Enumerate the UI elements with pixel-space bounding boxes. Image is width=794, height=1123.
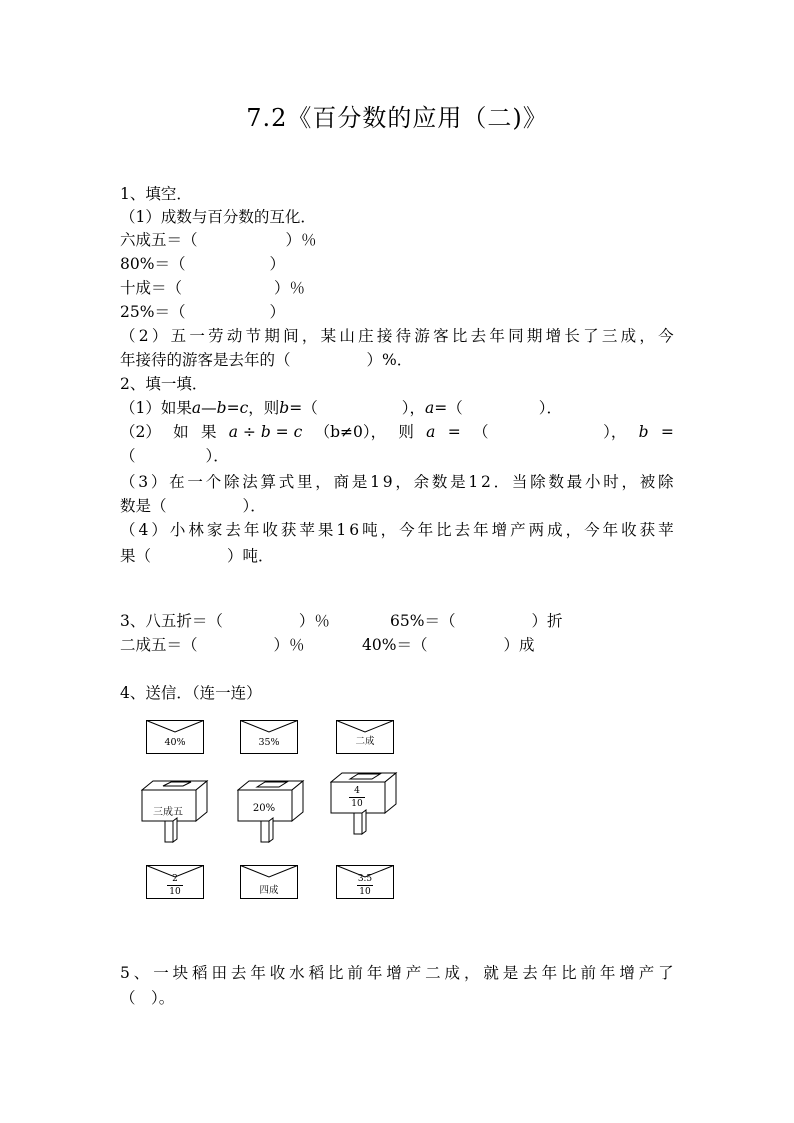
text-char: 年 (243, 521, 260, 539)
envelope-1-label: 40% (164, 737, 186, 748)
text-char: （ (120, 521, 136, 539)
text-char: 式 (278, 473, 295, 491)
text-char: 除 (223, 473, 240, 491)
text-char: 商 (333, 473, 350, 491)
text-char: 家 (206, 521, 223, 539)
text-char: ） (151, 327, 168, 345)
text-char: 3 (138, 473, 149, 491)
text-char: 5 (120, 964, 130, 982)
q1-line4-pre: 25%＝（ (120, 303, 186, 321)
text-char: 五 (170, 327, 187, 345)
text-char: 一 (187, 473, 203, 491)
text-char: 比 (328, 964, 344, 982)
mailbox-3[interactable] (330, 772, 400, 836)
q3-l1b-post: ）折 (531, 612, 563, 630)
q2-s1-close1: ）， (401, 399, 425, 417)
text-char: 了 (583, 327, 599, 345)
text-char: 田 (211, 964, 227, 982)
text-char: 去 (470, 327, 487, 345)
q2-s2-eq2: = (660, 423, 674, 441)
fraction-bar (357, 885, 373, 886)
fraction-denominator: 10 (169, 887, 181, 897)
text-char: 去 (230, 964, 247, 982)
text-char: 节 (245, 327, 262, 345)
text-char: 年 (250, 964, 266, 982)
text-char: 里 (297, 473, 313, 491)
text-char: ） (150, 473, 167, 491)
q2-s1-var-c: c (239, 399, 249, 417)
q2-sub4-line1 (120, 519, 674, 541)
text-char: ， (463, 964, 480, 982)
text-char: 、 (133, 964, 150, 982)
q2-s1-var-a2: a (424, 399, 435, 417)
q5-line1 (120, 962, 674, 984)
text-char: 年 (473, 521, 489, 539)
text-char: 2 (481, 473, 491, 491)
text-char: 成 (620, 327, 637, 345)
q3-l1a-post: ）％ (298, 612, 330, 630)
text-char: 收 (262, 521, 278, 539)
text-char: 期 (264, 327, 280, 345)
text-char: ， (301, 327, 318, 345)
text-char: 是 (450, 473, 466, 491)
text-char: （ (120, 327, 136, 345)
q2-sub2-line1 (120, 421, 674, 443)
q2-s4-line2-pre: 果（ (120, 547, 152, 565)
text-char: 二 (425, 964, 441, 982)
q1-line2 (120, 253, 285, 275)
q2-s1-close2: ）． (538, 399, 562, 417)
q2-s2-open: （ (472, 423, 489, 441)
text-char: 增 (619, 964, 635, 982)
fraction-denominator: 10 (351, 799, 363, 809)
fraction-numerator: 2 (172, 874, 178, 884)
fraction-denominator: 10 (359, 887, 371, 897)
q2-s2-var-a: a (426, 423, 436, 441)
text-char: 一 (153, 964, 169, 982)
text-char: 今 (584, 521, 600, 539)
text-char: ） (151, 521, 167, 539)
text-char: 4 (138, 521, 149, 539)
text-char: ， (315, 473, 331, 491)
text-char: 果 (317, 521, 334, 539)
text-char: 6 (349, 521, 360, 539)
text-char: 苹 (299, 521, 315, 539)
text-char: 年 (541, 964, 558, 982)
envelope-2-label: 35% (258, 737, 280, 748)
text-char: 收 (269, 964, 286, 982)
text-char: 两 (528, 521, 545, 539)
text-char: 增 (386, 964, 402, 982)
text-char: 成 (444, 964, 461, 982)
q5-line2: （ ）。 (120, 989, 175, 1007)
fraction-bar (349, 797, 365, 798)
text-char: 比 (451, 327, 468, 345)
page-title: 7.2《百分数的应用（二)》 (246, 104, 548, 132)
q2-s2-line2-close: ）． (205, 447, 229, 465)
q2-blank-3[interactable] (501, 421, 591, 443)
q1-sub1: （1）成数与百分数的互化． (120, 208, 316, 226)
fraction-numerator: 4 (354, 786, 360, 796)
text-char: 林 (188, 521, 204, 539)
q2-s1-var-a: a (191, 399, 202, 417)
text-char: 客 (433, 327, 449, 345)
mailbox-2-label: 20% (252, 803, 276, 814)
q2-sub3-line1 (120, 471, 674, 493)
q1-heading: 1、填空． (120, 185, 192, 203)
q2-s2-cond: （b≠0）， (314, 423, 387, 441)
q1-sub2-line2-post: ）%． (366, 351, 413, 369)
q2-sub2-line2 (120, 445, 229, 467)
envelope-6-fraction (336, 874, 394, 897)
text-char: 比 (561, 964, 577, 982)
text-char: ， (639, 327, 655, 345)
q2-s3-line2-post: ）． (242, 497, 266, 515)
q2-s1-var-b2: b (279, 399, 290, 417)
mailbox-1-label: 三成五 (153, 807, 183, 818)
text-char: 个 (205, 473, 222, 491)
q1-sub2-line2-pre: 年接待的游客是去年的（ (120, 351, 291, 369)
text-char: 比 (436, 521, 452, 539)
q2-sub1 (120, 397, 562, 419)
text-char: 小 (169, 521, 186, 539)
text-char: 数 (431, 473, 448, 491)
q1-line1-pre: 六成五＝（ (120, 231, 198, 249)
q1-sub2-line1 (120, 325, 674, 347)
text-char: 1 (336, 521, 347, 539)
text-char: 间 (283, 327, 299, 345)
text-char: 余 (413, 473, 430, 491)
q4-heading: 4、送信．（连一连） (120, 684, 262, 702)
q2-s2-p2: 如 (173, 423, 189, 441)
q2-s1-minus: — (201, 399, 217, 417)
text-char: 产 (510, 521, 526, 539)
text-char: ， (380, 521, 397, 539)
q3-l1a-pre: 3、八五折＝（ (120, 612, 223, 630)
text-char: 除 (530, 473, 546, 491)
text-char: 动 (226, 327, 243, 345)
q3-l2b-pre: 40%＝（ (362, 636, 428, 654)
text-char: 除 (658, 473, 674, 491)
text-char: ． (493, 473, 510, 491)
q3-line1-a (120, 610, 330, 632)
text-char: 苹 (658, 521, 674, 539)
q2-sub4-line2 (120, 545, 274, 567)
text-char: 产 (405, 964, 422, 982)
q1-line4 (120, 301, 285, 323)
mailbox-3-fraction (331, 786, 383, 809)
text-char: 一 (189, 327, 205, 345)
text-char: 1 (370, 473, 380, 491)
q1-line1-post: ）％ (285, 231, 317, 249)
envelope-6[interactable] (336, 865, 394, 899)
text-char: 接 (376, 327, 393, 345)
q2-s2-var-b: b (638, 423, 649, 441)
text-char: 是 (351, 473, 368, 491)
q2-s1-comma: ，则 (248, 399, 280, 417)
q1-line3-pre: 十成＝（ (120, 279, 183, 297)
text-char: 了 (658, 964, 674, 982)
text-char: 收 (621, 521, 637, 539)
text-char: 算 (260, 473, 276, 491)
text-char: 水 (289, 964, 305, 982)
text-char: 山 (339, 327, 355, 345)
text-char: 前 (580, 964, 596, 982)
mailbox-2[interactable] (237, 780, 307, 844)
q2-s1-eq: = (226, 399, 240, 417)
q3-l2a-pre: 二成五＝（ (120, 636, 198, 654)
q1-line2-post: ） (269, 255, 285, 273)
q1-line2-pre: 80%＝（ (120, 255, 186, 273)
text-char: 期 (526, 327, 543, 345)
q1-sub2-line2 (120, 349, 412, 371)
text-char: ， (395, 473, 411, 491)
text-char: 今 (399, 521, 415, 539)
text-char: ， (621, 473, 638, 491)
q2-s1-eq2: =（ (289, 399, 318, 417)
q3-line2-a (120, 634, 305, 656)
text-char: 某 (320, 327, 337, 345)
text-char: 前 (347, 964, 363, 982)
fraction-numerator: 3.5 (357, 874, 373, 884)
text-char: 当 (511, 473, 528, 491)
q2-s2-expr: a ÷ b = c (228, 423, 303, 441)
text-char: 获 (639, 521, 656, 539)
text-char: 年 (489, 327, 505, 345)
text-char: 最 (566, 473, 583, 491)
envelope-1[interactable] (146, 720, 204, 754)
q2-s1-eq3: =（ (434, 399, 463, 417)
text-char: 被 (639, 473, 656, 491)
text-char: 在 (169, 473, 185, 491)
text-char: 就 (483, 964, 499, 982)
q2-s3-line2-pre: 数是（ (120, 497, 167, 515)
q3-l2b-post: ）成 (503, 636, 535, 654)
q3-l1b-pre: 65%＝（ (390, 612, 456, 630)
text-char: 增 (545, 327, 562, 345)
text-char: 稻 (192, 964, 208, 982)
text-char: 今 (658, 327, 674, 345)
envelope-5[interactable] (240, 865, 298, 899)
q2-s2-eq: = (447, 423, 461, 441)
envelope-3-label: 二成 (355, 736, 375, 747)
fraction-bar (167, 885, 183, 886)
q2-s1-a: （1）如果 (120, 399, 192, 417)
text-char: 庄 (358, 327, 374, 345)
q2-s1-var-b: b (216, 399, 227, 417)
text-char: 9 (382, 473, 393, 491)
q1-line3-post: ）％ (274, 279, 306, 297)
text-char: 吨 (362, 521, 378, 539)
text-char: 年 (366, 964, 383, 982)
text-char: 去 (225, 521, 241, 539)
text-char: 待 (395, 327, 412, 345)
text-char: 去 (454, 521, 471, 539)
q1-line1 (120, 229, 317, 251)
envelope-4-fraction (146, 874, 204, 897)
q2-s2-close: ）， (603, 423, 627, 441)
q2-heading: 2、填一填． (120, 375, 208, 393)
envelope-4[interactable] (146, 865, 204, 899)
text-char: 增 (491, 521, 508, 539)
text-char: 1 (468, 473, 479, 491)
q2-s2-line2-open: （ (120, 447, 136, 465)
mailbox-1[interactable] (141, 780, 211, 844)
q3-line1-b (390, 610, 562, 632)
envelope-3[interactable] (336, 720, 394, 754)
q2-s4-line2-post: ）吨． (227, 547, 274, 565)
text-char: 小 (584, 473, 601, 491)
envelope-5-label: 四成 (259, 885, 279, 896)
text-char: （ (120, 473, 136, 491)
q1-line4-post: ） (269, 303, 285, 321)
envelope-2[interactable] (240, 720, 298, 754)
q2-s2-p3: 果 (200, 423, 217, 441)
text-char: 成 (547, 521, 563, 539)
q1-line3 (120, 277, 305, 299)
text-char: 同 (508, 327, 524, 345)
text-char: 法 (242, 473, 258, 491)
text-char: 年 (417, 521, 434, 539)
q3-line2-b (362, 634, 534, 656)
q2-sub3-line2 (120, 495, 266, 517)
text-char: 游 (414, 327, 430, 345)
text-char: 时 (603, 473, 619, 491)
text-char: 劳 (208, 327, 224, 345)
text-char: 稻 (308, 964, 325, 982)
text-char: 数 (548, 473, 564, 491)
text-char: 三 (601, 327, 618, 345)
text-char: 去 (522, 964, 538, 982)
text-char: 是 (502, 964, 519, 982)
text-char: 年 (602, 521, 619, 539)
text-char: 2 (138, 327, 149, 345)
q2-s2-then: 则 (398, 423, 414, 441)
text-char: 获 (280, 521, 297, 539)
text-char: 年 (599, 964, 616, 982)
q3-l2a-post: ）％ (273, 636, 305, 654)
text-char: 长 (564, 327, 580, 345)
text-char: 产 (638, 964, 655, 982)
text-char: 块 (172, 964, 189, 982)
q2-s2-p1: （2） (120, 423, 161, 441)
text-char: ， (565, 521, 582, 539)
